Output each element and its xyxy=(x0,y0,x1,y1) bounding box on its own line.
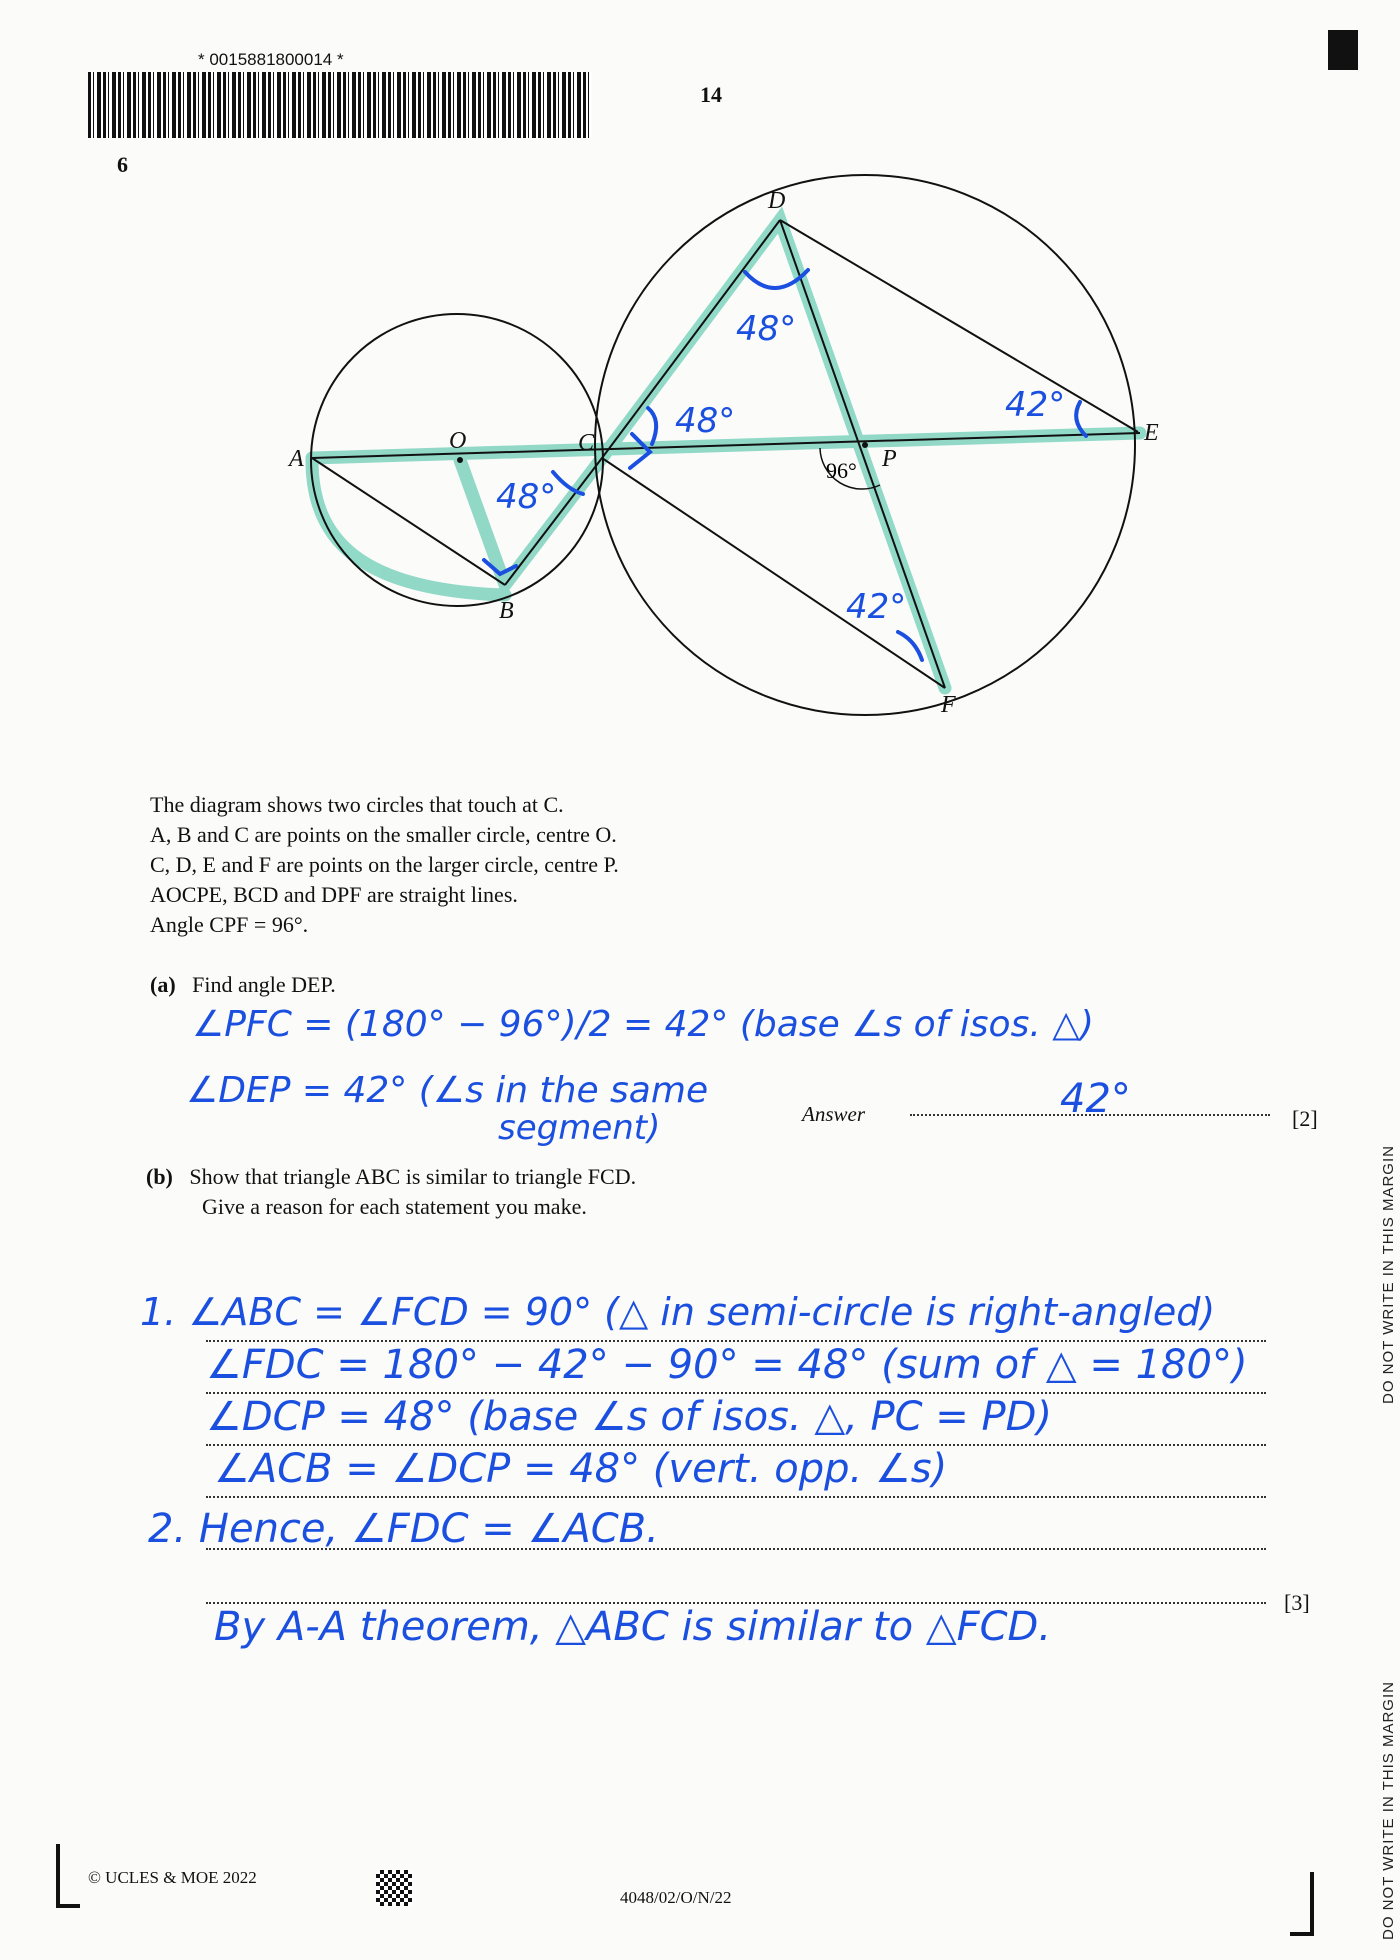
stem-line: AOCPE, BCD and DPF are straight lines. xyxy=(150,882,518,907)
angle-cpf-label: 96° xyxy=(826,458,857,483)
part-b-label: (b) xyxy=(146,1164,173,1189)
footer-paper-code: 4048/02/O/N/22 xyxy=(620,1888,732,1907)
annotation-angle-e: 42° xyxy=(1005,385,1066,425)
part-b-question-1: Show that triangle ABC is similar to triangle FCD. xyxy=(189,1164,637,1189)
page-number: 14 xyxy=(700,82,722,107)
annotation-angle-d: 48° xyxy=(736,309,797,349)
label-d: D xyxy=(768,188,786,214)
label-c: C xyxy=(578,430,595,456)
part-b-working-line: By A-A theorem, △ABC is similar to △FCD. xyxy=(214,1604,1052,1650)
label-a: A xyxy=(289,446,304,472)
corner-mark-bottom-left xyxy=(56,1844,80,1908)
part-b-working-line: ∠ACB = ∠DCP = 48° (vert. opp. ∠s) xyxy=(214,1446,948,1492)
label-p: P xyxy=(882,446,897,472)
part-a-label: (a) xyxy=(150,972,176,997)
label-f: F xyxy=(941,692,956,718)
barcode-text: * 0015881800014 * xyxy=(198,50,344,69)
annotation-angle-f: 42° xyxy=(846,587,907,627)
geometry-diagram xyxy=(0,0,1400,780)
label-o: O xyxy=(449,428,467,454)
part-b-working-line: ∠DCP = 48° (base ∠s of isos. △, PC = PD) xyxy=(206,1394,1053,1440)
answer-value: 42° xyxy=(1060,1076,1131,1122)
question-number: 6 xyxy=(117,152,128,177)
part-b-question-2: Give a reason for each statement you make. xyxy=(202,1194,587,1219)
footer-copyright: © UCLES & MOE 2022 xyxy=(88,1868,257,1887)
part-a-prompt xyxy=(150,972,336,998)
part-a-question: Find angle DEP. xyxy=(192,972,336,997)
margin-warning: DO NOT WRITE IN THIS MARGIN xyxy=(1380,1681,1397,1940)
part-b-prompt xyxy=(146,1162,636,1222)
label-e: E xyxy=(1144,420,1159,446)
point-o xyxy=(457,457,463,463)
part-a-working-3: segment) xyxy=(498,1108,661,1148)
part-a-working-2: ∠DEP = 42° (∠s in the same xyxy=(186,1070,709,1111)
marks-b: [3] xyxy=(1284,1590,1310,1615)
annotation-angle-dcp: 48° xyxy=(675,401,736,441)
margin-warning: DO NOT WRITE IN THIS MARGIN xyxy=(1380,1145,1397,1404)
answer-label: Answer xyxy=(802,1102,865,1126)
part-b-working-line: 1. ∠ABC = ∠FCD = 90° (△ in semi-circle is right-angled) xyxy=(140,1290,1216,1334)
stem-line: Angle CPF = 96°. xyxy=(150,912,309,937)
question-stem xyxy=(150,790,619,940)
annotation-angle-acb: 48° xyxy=(496,477,557,517)
corner-mark-bottom-right xyxy=(1290,1872,1314,1936)
part-a-working-1: ∠PFC = (180° − 96°)/2 = 42° (base ∠s of isos. △) xyxy=(192,1004,1094,1045)
label-b: B xyxy=(499,598,514,624)
part-b-working-line: 2. Hence, ∠FDC = ∠ACB. xyxy=(148,1506,659,1552)
stem-line: C, D, E and F are points on the larger circle, centre P. xyxy=(150,852,619,877)
marks-a: [2] xyxy=(1292,1106,1318,1131)
writing-line[interactable] xyxy=(206,1496,1266,1498)
qr-code xyxy=(376,1870,412,1906)
stem-line: The diagram shows two circles that touch at C. xyxy=(150,792,564,817)
point-p xyxy=(862,442,868,448)
stem-line: A, B and C are points on the smaller circle, centre O. xyxy=(150,822,617,847)
part-b-working-line: ∠FDC = 180° − 42° − 90° = 48° (sum of △ = 180°) xyxy=(206,1342,1248,1388)
